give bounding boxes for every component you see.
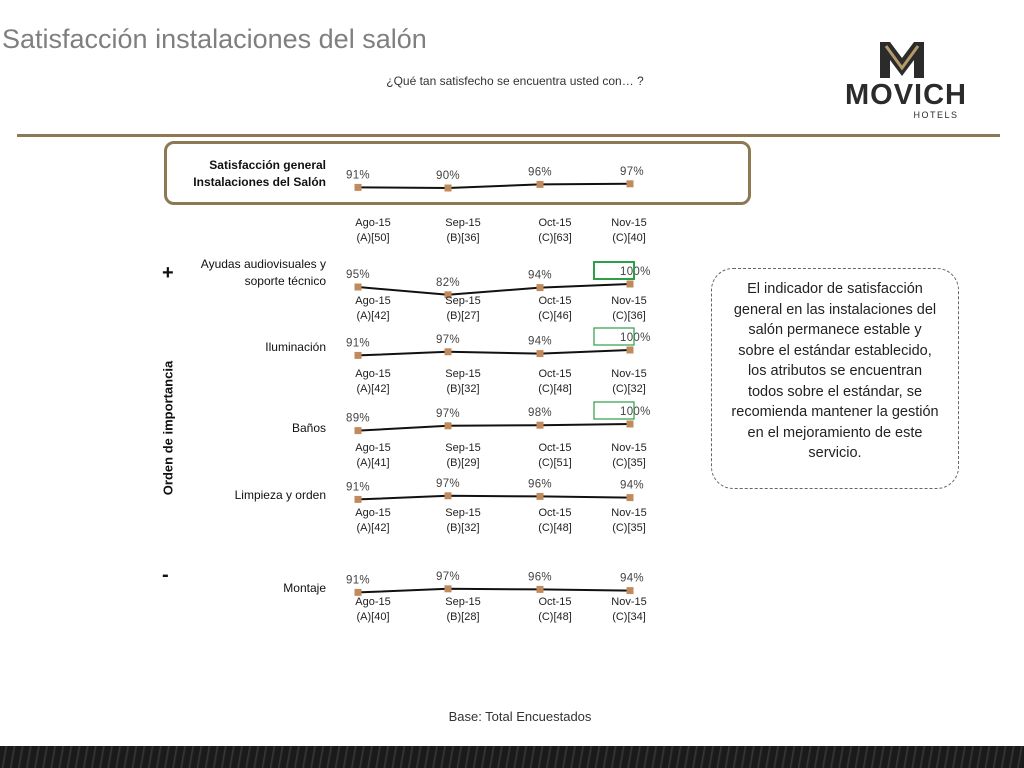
- data-label: 94%: [620, 479, 644, 492]
- sample-size-label: (A)[42]: [356, 310, 390, 322]
- x-tick-label: Ago-15: [355, 596, 391, 608]
- x-tick-label: Sep-15: [445, 295, 481, 307]
- series-label: Satisfacción general: [209, 158, 326, 172]
- data-point: [355, 284, 362, 291]
- sample-size-label: (C)[32]: [612, 383, 646, 395]
- data-point: [627, 494, 634, 501]
- data-label: 94%: [528, 269, 552, 282]
- series-line: [358, 284, 630, 295]
- series-line: [358, 350, 630, 355]
- data-label: 98%: [528, 407, 552, 420]
- data-label: 97%: [436, 333, 460, 346]
- x-tick-label: Oct-15: [538, 217, 572, 229]
- data-label: 96%: [528, 166, 552, 179]
- question-subtitle: ¿Qué tan satisfecho se encuentra usted con… ?: [386, 74, 644, 88]
- sample-size-label: (B)[32]: [446, 383, 480, 395]
- sample-size-label: (C)[48]: [538, 611, 572, 623]
- sample-size-label: (C)[40]: [612, 232, 646, 244]
- y-axis-title: Orden de importancia: [160, 360, 176, 496]
- data-point: [537, 350, 544, 357]
- data-point: [445, 585, 452, 592]
- series-label: Baños: [291, 421, 326, 435]
- data-point: [445, 492, 452, 499]
- data-point: [355, 352, 362, 359]
- series-label: Iluminación: [265, 340, 326, 354]
- data-point: [537, 493, 544, 500]
- x-tick-label: Ago-15: [355, 507, 391, 519]
- importance-minus: -: [162, 564, 169, 586]
- x-tick-label: Ago-15: [355, 217, 391, 229]
- series-label: Limpieza y orden: [234, 488, 326, 502]
- series-label: Ayudas audiovisuales y: [200, 257, 326, 271]
- x-tick-label: Oct-15: [538, 442, 572, 454]
- series-line: [358, 589, 630, 593]
- sample-size-label: (C)[36]: [612, 310, 646, 322]
- series-label: Instalaciones del Salón: [193, 175, 326, 189]
- data-label: 97%: [620, 165, 644, 178]
- sample-size-label: (C)[63]: [538, 232, 572, 244]
- data-point: [355, 427, 362, 434]
- x-tick-label: Ago-15: [355, 295, 391, 307]
- sample-size-label: (B)[27]: [446, 310, 480, 322]
- data-label: 91%: [346, 337, 370, 350]
- data-point: [537, 181, 544, 188]
- x-tick-label: Nov-15: [611, 368, 647, 380]
- logo-tagline: HOTELS: [913, 110, 959, 120]
- x-tick-label: Oct-15: [538, 507, 572, 519]
- sample-size-label: (C)[35]: [612, 522, 646, 534]
- data-point: [537, 284, 544, 291]
- x-tick-label: Ago-15: [355, 368, 391, 380]
- data-label: 97%: [436, 477, 460, 490]
- data-label: 100%: [620, 266, 651, 278]
- data-point: [627, 421, 634, 428]
- data-label: 96%: [528, 478, 552, 491]
- footer-band: [0, 746, 1024, 768]
- data-label: 100%: [620, 332, 651, 344]
- data-label: 91%: [346, 574, 370, 587]
- x-tick-label: Oct-15: [538, 295, 572, 307]
- data-label: 82%: [436, 276, 460, 289]
- sample-size-label: (C)[51]: [538, 457, 572, 469]
- data-point: [445, 422, 452, 429]
- data-label: 94%: [620, 572, 644, 585]
- data-point: [627, 180, 634, 187]
- x-tick-label: Sep-15: [445, 596, 481, 608]
- x-tick-label: Nov-15: [611, 217, 647, 229]
- series-line: [358, 424, 630, 431]
- data-point: [445, 348, 452, 355]
- data-point: [355, 184, 362, 191]
- base-footnote: Base: Total Encuestados: [448, 709, 592, 724]
- sample-size-label: (B)[29]: [446, 457, 480, 469]
- x-tick-label: Sep-15: [445, 442, 481, 454]
- sample-size-label: (B)[36]: [446, 232, 480, 244]
- data-point: [627, 347, 634, 354]
- sample-size-label: (B)[32]: [446, 522, 480, 534]
- sample-size-label: (A)[41]: [356, 457, 390, 469]
- data-label: 95%: [346, 269, 370, 281]
- series-line: [358, 184, 630, 188]
- series-label: soporte técnico: [244, 274, 326, 288]
- x-tick-label: Oct-15: [538, 368, 572, 380]
- data-label: 96%: [528, 571, 552, 584]
- x-tick-label: Nov-15: [611, 295, 647, 307]
- x-tick-label: Nov-15: [611, 442, 647, 454]
- x-tick-label: Sep-15: [445, 368, 481, 380]
- data-label: 97%: [436, 570, 460, 583]
- data-point: [355, 589, 362, 596]
- x-tick-label: Sep-15: [445, 507, 481, 519]
- sample-size-label: (B)[28]: [446, 611, 480, 623]
- importance-plus: +: [162, 262, 174, 284]
- x-tick-label: Nov-15: [611, 507, 647, 519]
- data-label: 90%: [436, 170, 460, 182]
- insight-note: El indicador de satisfacción general en las instalaciones del salón permanece estable y sobre el estándar establecido, los atributos se encuentran todos sobre el estándar, se recomienda mantener la gestión en el mejoramiento de este servicio.: [711, 268, 959, 489]
- sample-size-label: (C)[35]: [612, 457, 646, 469]
- data-label: 91%: [346, 169, 370, 182]
- data-label: 89%: [346, 412, 370, 425]
- sample-size-label: (C)[34]: [612, 611, 646, 623]
- data-label: 91%: [346, 481, 370, 494]
- sample-size-label: (A)[50]: [356, 232, 390, 244]
- data-point: [627, 281, 634, 288]
- sample-size-label: (A)[40]: [356, 611, 390, 623]
- series-line: [358, 496, 630, 500]
- sample-size-label: (C)[48]: [538, 383, 572, 395]
- series-label: Montaje: [283, 581, 326, 595]
- logo-brand: MOVICH: [845, 79, 967, 111]
- data-point: [537, 422, 544, 429]
- x-tick-label: Nov-15: [611, 596, 647, 608]
- x-tick-label: Oct-15: [538, 596, 572, 608]
- data-label: 97%: [436, 407, 460, 420]
- sample-size-label: (C)[46]: [538, 310, 572, 322]
- sample-size-label: (A)[42]: [356, 522, 390, 534]
- data-point: [627, 587, 634, 594]
- data-label: 100%: [620, 406, 651, 418]
- sample-size-label: (C)[48]: [538, 522, 572, 534]
- data-point: [537, 586, 544, 593]
- data-label: 94%: [528, 335, 552, 348]
- data-point: [355, 496, 362, 503]
- x-tick-label: Sep-15: [445, 217, 481, 229]
- page-title: Satisfacción instalaciones del salón: [2, 24, 427, 54]
- data-point: [445, 185, 452, 192]
- x-tick-label: Ago-15: [355, 442, 391, 454]
- sample-size-label: (A)[42]: [356, 383, 390, 395]
